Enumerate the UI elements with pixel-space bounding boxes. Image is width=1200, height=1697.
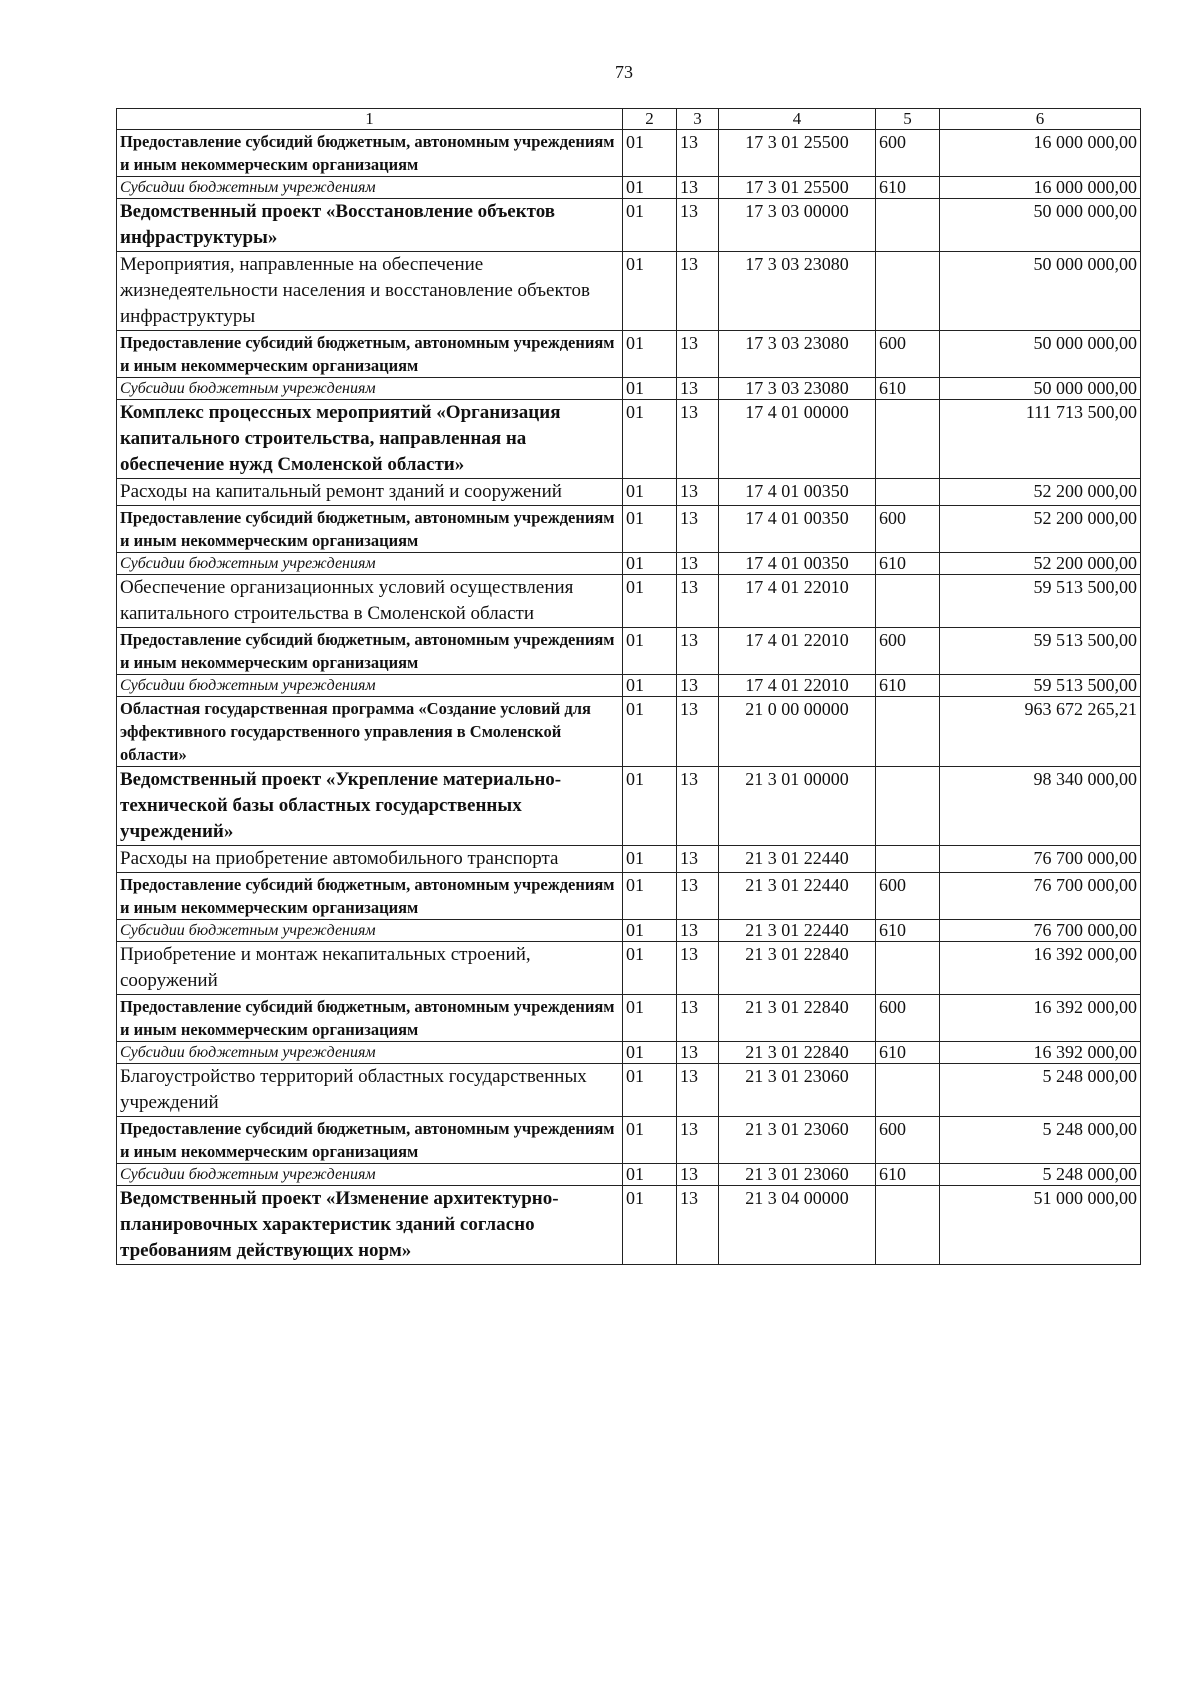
amount-cell: 98 340 000,00	[940, 767, 1141, 846]
section-code-cell: 01	[623, 942, 677, 995]
table-body	[117, 109, 1141, 1265]
target-article-cell: 17 3 01 25500	[719, 130, 876, 177]
table-row	[117, 1042, 1141, 1064]
subsection-code-cell: 13	[677, 331, 719, 378]
table-row	[117, 177, 1141, 199]
amount-cell: 76 700 000,00	[940, 920, 1141, 942]
row-name-cell: Мероприятия, направленные на обеспечение жизнедеятельности населения и восстановление объектов инфраструктуры	[117, 252, 623, 331]
amount-cell: 16 392 000,00	[940, 1042, 1141, 1064]
row-name-cell: Комплекс процессных мероприятий «Организация капитального строительства, направленная на обеспечение нужд Смоленской области»	[117, 400, 623, 479]
subsection-code-cell: 13	[677, 506, 719, 553]
target-article-cell: 21 3 01 23060	[719, 1164, 876, 1186]
amount-cell: 59 513 500,00	[940, 675, 1141, 697]
amount-cell: 5 248 000,00	[940, 1117, 1141, 1164]
amount-cell: 50 000 000,00	[940, 331, 1141, 378]
table-row	[117, 995, 1141, 1042]
table-row	[117, 252, 1141, 331]
expense-type-cell	[876, 1186, 940, 1265]
subsection-code-cell: 13	[677, 697, 719, 767]
row-name-cell: Ведомственный проект «Укрепление материально-технической базы областных государственных учреждений»	[117, 767, 623, 846]
subsection-code-cell: 13	[677, 130, 719, 177]
row-name-cell: Приобретение и монтаж некапитальных строений, сооружений	[117, 942, 623, 995]
amount-cell: 111 713 500,00	[940, 400, 1141, 479]
row-name-cell: Предоставление субсидий бюджетным, автономным учреждениям и иным некоммерческим организациям	[117, 873, 623, 920]
table-row	[117, 1164, 1141, 1186]
expense-type-cell	[876, 942, 940, 995]
subsection-code-cell: 13	[677, 252, 719, 331]
expense-type-cell: 610	[876, 553, 940, 575]
row-name-cell: Субсидии бюджетным учреждениям	[117, 675, 623, 697]
amount-cell: 76 700 000,00	[940, 846, 1141, 873]
expense-type-cell: 600	[876, 1117, 940, 1164]
subsection-code-cell: 13	[677, 479, 719, 506]
target-article-cell: 21 3 01 00000	[719, 767, 876, 846]
amount-cell: 52 200 000,00	[940, 553, 1141, 575]
target-article-cell: 17 4 01 00350	[719, 479, 876, 506]
expense-type-cell	[876, 767, 940, 846]
subsection-code-cell: 13	[677, 767, 719, 846]
target-article-cell: 21 3 01 22440	[719, 920, 876, 942]
amount-cell: 52 200 000,00	[940, 479, 1141, 506]
amount-cell: 51 000 000,00	[940, 1186, 1141, 1265]
expense-type-cell: 610	[876, 675, 940, 697]
target-article-cell: 21 3 01 22440	[719, 873, 876, 920]
table-row	[117, 1064, 1141, 1117]
subsection-code-cell: 13	[677, 846, 719, 873]
target-article-cell: 21 3 01 22440	[719, 846, 876, 873]
section-code-cell: 01	[623, 920, 677, 942]
row-name-cell: Субсидии бюджетным учреждениям	[117, 1042, 623, 1064]
section-code-cell: 01	[623, 199, 677, 252]
section-code-cell: 01	[623, 1117, 677, 1164]
table-row	[117, 553, 1141, 575]
table-row	[117, 331, 1141, 378]
table-row	[117, 628, 1141, 675]
target-article-cell: 17 4 01 22010	[719, 575, 876, 628]
expense-type-cell: 600	[876, 130, 940, 177]
row-name-cell: Субсидии бюджетным учреждениям	[117, 177, 623, 199]
section-code-cell: 01	[623, 1186, 677, 1265]
amount-cell: 16 392 000,00	[940, 995, 1141, 1042]
expense-type-cell: 610	[876, 177, 940, 199]
subsection-code-cell: 13	[677, 400, 719, 479]
amount-cell: 5 248 000,00	[940, 1064, 1141, 1117]
section-code-cell: 01	[623, 767, 677, 846]
subsection-code-cell: 13	[677, 942, 719, 995]
subsection-code-cell: 13	[677, 873, 719, 920]
target-article-cell: 21 0 00 00000	[719, 697, 876, 767]
row-name-cell: Предоставление субсидий бюджетным, автономным учреждениям и иным некоммерческим организациям	[117, 995, 623, 1042]
target-article-cell: 17 4 01 22010	[719, 675, 876, 697]
target-article-cell: 21 3 01 23060	[719, 1064, 876, 1117]
section-code-cell: 01	[623, 1042, 677, 1064]
budget-table	[116, 108, 1141, 1265]
target-article-cell: 17 3 03 23080	[719, 378, 876, 400]
header-cell-2: 2	[623, 109, 677, 130]
expense-type-cell: 600	[876, 506, 940, 553]
subsection-code-cell: 13	[677, 177, 719, 199]
subsection-code-cell: 13	[677, 1117, 719, 1164]
amount-cell: 52 200 000,00	[940, 506, 1141, 553]
row-name-cell: Областная государственная программа «Создание условий для эффективного государственного управления в Смоленской области»	[117, 697, 623, 767]
row-name-cell: Предоставление субсидий бюджетным, автономным учреждениям и иным некоммерческим организациям	[117, 506, 623, 553]
subsection-code-cell: 13	[677, 995, 719, 1042]
amount-cell: 59 513 500,00	[940, 628, 1141, 675]
subsection-code-cell: 13	[677, 1164, 719, 1186]
table-row	[117, 506, 1141, 553]
target-article-cell: 21 3 01 23060	[719, 1117, 876, 1164]
row-name-cell: Ведомственный проект «Восстановление объектов инфраструктуры»	[117, 199, 623, 252]
row-name-cell: Субсидии бюджетным учреждениям	[117, 1164, 623, 1186]
row-name-cell: Расходы на капитальный ремонт зданий и сооружений	[117, 479, 623, 506]
section-code-cell: 01	[623, 1064, 677, 1117]
table-row	[117, 873, 1141, 920]
amount-cell: 963 672 265,21	[940, 697, 1141, 767]
target-article-cell: 21 3 01 22840	[719, 942, 876, 995]
subsection-code-cell: 13	[677, 920, 719, 942]
row-name-cell: Предоставление субсидий бюджетным, автономным учреждениям и иным некоммерческим организациям	[117, 130, 623, 177]
table-row	[117, 942, 1141, 995]
table-row	[117, 920, 1141, 942]
header-cell-1: 1	[117, 109, 623, 130]
expense-type-cell	[876, 1064, 940, 1117]
amount-cell: 50 000 000,00	[940, 252, 1141, 331]
amount-cell: 59 513 500,00	[940, 575, 1141, 628]
amount-cell: 50 000 000,00	[940, 378, 1141, 400]
expense-type-cell: 600	[876, 873, 940, 920]
section-code-cell: 01	[623, 553, 677, 575]
expense-type-cell	[876, 252, 940, 331]
table-row	[117, 479, 1141, 506]
target-article-cell: 17 3 03 23080	[719, 331, 876, 378]
section-code-cell: 01	[623, 331, 677, 378]
target-article-cell: 17 4 01 00000	[719, 400, 876, 479]
target-article-cell: 21 3 01 22840	[719, 995, 876, 1042]
expense-type-cell: 610	[876, 378, 940, 400]
expense-type-cell: 600	[876, 995, 940, 1042]
target-article-cell: 21 3 01 22840	[719, 1042, 876, 1064]
amount-cell: 16 392 000,00	[940, 942, 1141, 995]
table-row	[117, 697, 1141, 767]
section-code-cell: 01	[623, 506, 677, 553]
table-row	[117, 400, 1141, 479]
table-row	[117, 575, 1141, 628]
row-name-cell: Предоставление субсидий бюджетным, автономным учреждениям и иным некоммерческим организациям	[117, 628, 623, 675]
section-code-cell: 01	[623, 479, 677, 506]
table-row	[117, 1117, 1141, 1164]
expense-type-cell	[876, 400, 940, 479]
table-row	[117, 378, 1141, 400]
section-code-cell: 01	[623, 995, 677, 1042]
table-header-row	[117, 109, 1141, 130]
target-article-cell: 17 3 01 25500	[719, 177, 876, 199]
expense-type-cell: 600	[876, 628, 940, 675]
subsection-code-cell: 13	[677, 378, 719, 400]
section-code-cell: 01	[623, 252, 677, 331]
subsection-code-cell: 13	[677, 675, 719, 697]
table-row	[117, 846, 1141, 873]
target-article-cell: 17 3 03 23080	[719, 252, 876, 331]
expense-type-cell: 610	[876, 1164, 940, 1186]
row-name-cell: Субсидии бюджетным учреждениям	[117, 920, 623, 942]
expense-type-cell: 610	[876, 920, 940, 942]
target-article-cell: 17 4 01 00350	[719, 506, 876, 553]
expense-type-cell	[876, 575, 940, 628]
row-name-cell: Субсидии бюджетным учреждениям	[117, 378, 623, 400]
subsection-code-cell: 13	[677, 575, 719, 628]
amount-cell: 50 000 000,00	[940, 199, 1141, 252]
section-code-cell: 01	[623, 575, 677, 628]
row-name-cell: Обеспечение организационных условий осуществления капитального строительства в Смоленской области	[117, 575, 623, 628]
subsection-code-cell: 13	[677, 1042, 719, 1064]
subsection-code-cell: 13	[677, 199, 719, 252]
target-article-cell: 17 4 01 00350	[719, 553, 876, 575]
page-number: 73	[615, 62, 633, 82]
row-name-cell: Предоставление субсидий бюджетным, автономным учреждениям и иным некоммерческим организациям	[117, 1117, 623, 1164]
row-name-cell: Ведомственный проект «Изменение архитектурно-планировочных характеристик зданий согласно требованиям действующих норм»	[117, 1186, 623, 1265]
subsection-code-cell: 13	[677, 1186, 719, 1265]
section-code-cell: 01	[623, 130, 677, 177]
expense-type-cell	[876, 199, 940, 252]
section-code-cell: 01	[623, 177, 677, 199]
table-row	[117, 130, 1141, 177]
table-row	[117, 199, 1141, 252]
table-row	[117, 767, 1141, 846]
amount-cell: 16 000 000,00	[940, 177, 1141, 199]
target-article-cell: 17 4 01 22010	[719, 628, 876, 675]
expense-type-cell: 610	[876, 1042, 940, 1064]
section-code-cell: 01	[623, 400, 677, 479]
target-article-cell: 17 3 03 00000	[719, 199, 876, 252]
amount-cell: 76 700 000,00	[940, 873, 1141, 920]
row-name-cell: Благоустройство территорий областных государственных учреждений	[117, 1064, 623, 1117]
section-code-cell: 01	[623, 846, 677, 873]
section-code-cell: 01	[623, 697, 677, 767]
section-code-cell: 01	[623, 873, 677, 920]
section-code-cell: 01	[623, 675, 677, 697]
table-row	[117, 1186, 1141, 1265]
table-row	[117, 675, 1141, 697]
expense-type-cell: 600	[876, 331, 940, 378]
header-cell-6: 6	[940, 109, 1141, 130]
row-name-cell: Расходы на приобретение автомобильного транспорта	[117, 846, 623, 873]
row-name-cell: Субсидии бюджетным учреждениям	[117, 553, 623, 575]
expense-type-cell	[876, 846, 940, 873]
expense-type-cell	[876, 479, 940, 506]
section-code-cell: 01	[623, 378, 677, 400]
expense-type-cell	[876, 697, 940, 767]
header-cell-3: 3	[677, 109, 719, 130]
amount-cell: 5 248 000,00	[940, 1164, 1141, 1186]
header-cell-5: 5	[876, 109, 940, 130]
subsection-code-cell: 13	[677, 628, 719, 675]
amount-cell: 16 000 000,00	[940, 130, 1141, 177]
subsection-code-cell: 13	[677, 553, 719, 575]
section-code-cell: 01	[623, 628, 677, 675]
row-name-cell: Предоставление субсидий бюджетным, автономным учреждениям и иным некоммерческим организациям	[117, 331, 623, 378]
section-code-cell: 01	[623, 1164, 677, 1186]
target-article-cell: 21 3 04 00000	[719, 1186, 876, 1265]
header-cell-4: 4	[719, 109, 876, 130]
subsection-code-cell: 13	[677, 1064, 719, 1117]
